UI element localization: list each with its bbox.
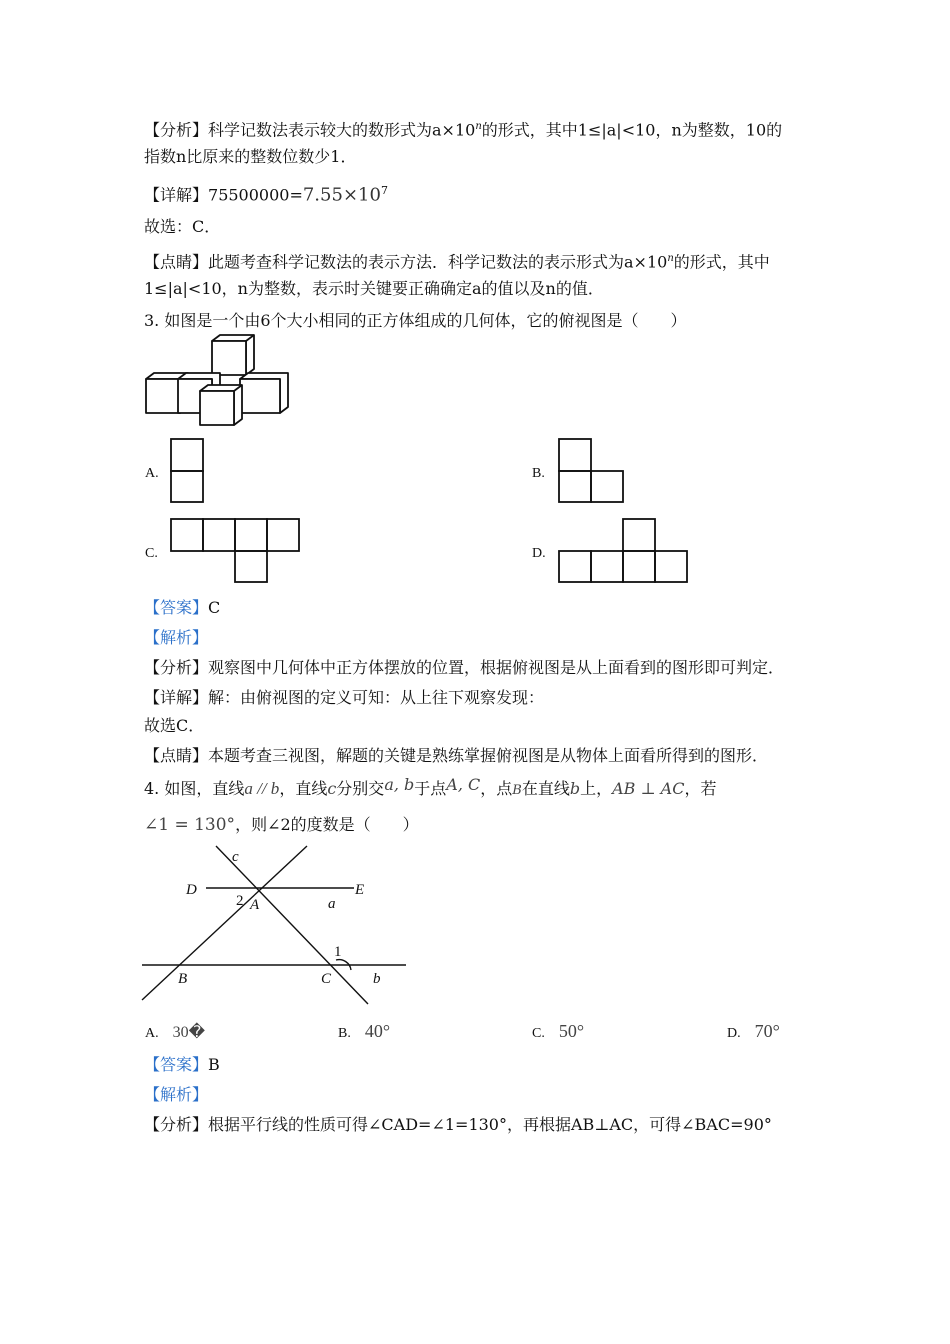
detail-value: 7.55×10 bbox=[302, 184, 381, 206]
q4-question-line2 bbox=[144, 815, 419, 835]
answer-value: C bbox=[208, 598, 221, 617]
q3-solid-figure bbox=[140, 335, 300, 430]
analysis-text: 观察图中几何体中正方体摆放的位置，根据俯视图是从上面看到的图形即可判定． bbox=[208, 658, 785, 677]
label-1: 1 bbox=[334, 944, 342, 960]
label-D: D bbox=[186, 882, 197, 898]
math-b-line: b bbox=[569, 779, 581, 798]
detail-exponent: 7 bbox=[380, 184, 388, 197]
math-c: c bbox=[327, 779, 337, 798]
option-value: 30� bbox=[172, 1024, 206, 1041]
math-angle1: ∠1 = 130° bbox=[144, 815, 236, 835]
option-value: 70° bbox=[754, 1021, 780, 1041]
q3-comment bbox=[144, 746, 768, 766]
math-parallel: a // b bbox=[244, 779, 280, 798]
q3-option-d-label[interactable]: D. bbox=[532, 546, 546, 561]
q2-detail-line bbox=[144, 181, 388, 205]
label-B: B bbox=[178, 971, 188, 987]
q3-explain-tag: 【解析】 bbox=[144, 628, 209, 647]
label-E: E bbox=[355, 882, 365, 898]
q3-choice: 故选C． bbox=[144, 716, 205, 735]
analysis-text: 科学记数法表示较大的数形式为a×10 bbox=[208, 120, 476, 140]
q3-option-a-figure[interactable] bbox=[170, 438, 206, 504]
exponent-n: n bbox=[475, 121, 482, 132]
q4-question-line1 bbox=[144, 775, 717, 801]
comment-text: 此题考查科学记数法的表示方法．科学记数法的表示形式为a×10 bbox=[208, 252, 668, 272]
math-ab: a, b bbox=[384, 775, 415, 794]
q3-analysis bbox=[144, 658, 784, 678]
q3-option-b-label[interactable]: B. bbox=[532, 466, 545, 481]
q4-text: 于点 bbox=[414, 779, 447, 798]
q4-option-d[interactable] bbox=[727, 1023, 780, 1042]
q2-comment-line2: 1≤|a|<10，n为整数，表示时关键要正确确定a的值以及n的值． bbox=[144, 279, 604, 298]
comment-text-cont: 的形式，其中 bbox=[673, 252, 770, 272]
option-label: A. bbox=[145, 1026, 159, 1041]
option-label: B. bbox=[338, 1026, 351, 1041]
q4-text: ，若 bbox=[684, 779, 717, 798]
comment-text: 本题考查三视图，解题的关键是熟练掌握俯视图是从物体上面看所得到的图形． bbox=[208, 746, 769, 765]
q3-option-d-figure[interactable] bbox=[558, 518, 690, 584]
label-A: A bbox=[250, 897, 260, 913]
q2-analysis-line2: 指数n比原来的整数位数少1． bbox=[144, 147, 357, 166]
q2-analysis-line1 bbox=[144, 117, 782, 140]
answer-tag: 【答案】 bbox=[144, 598, 209, 617]
analysis-tag: 【分析】 bbox=[144, 120, 209, 140]
option-value: 40° bbox=[364, 1021, 391, 1041]
q2-comment-line1 bbox=[144, 249, 770, 272]
q4-figure bbox=[140, 842, 412, 1004]
q4-option-c[interactable] bbox=[532, 1023, 584, 1042]
q3-question: 3. 如图是一个由6个大小相同的正方体组成的几何体，它的俯视图是（ ） bbox=[144, 311, 687, 330]
q4-text: 分别交 bbox=[336, 779, 385, 798]
option-label: D. bbox=[727, 1026, 741, 1041]
q3-detail bbox=[144, 688, 544, 708]
line-c-left-down bbox=[216, 846, 368, 1004]
detail-tag: 【详解】 bbox=[144, 688, 209, 707]
analysis-text-cont: 的形式，其中1≤|a|<10，n为整数，10的 bbox=[481, 120, 783, 140]
q4-text: 在直线 bbox=[521, 779, 570, 798]
q4-option-a[interactable] bbox=[145, 1025, 205, 1042]
q4-text: ，直线 bbox=[279, 779, 328, 798]
q4-answer bbox=[144, 1055, 220, 1075]
q3-option-a-label[interactable]: A. bbox=[145, 466, 159, 481]
comment-tag: 【点睛】 bbox=[144, 252, 209, 272]
q3-option-b-figure[interactable] bbox=[558, 438, 626, 504]
math-b-point: B bbox=[512, 783, 522, 798]
label-c: c bbox=[232, 849, 239, 865]
q4-text: 上， bbox=[580, 779, 613, 798]
q3-answer bbox=[144, 598, 220, 618]
q3-option-c-label[interactable]: C. bbox=[145, 546, 158, 561]
detail-text: 75500000= bbox=[208, 185, 303, 205]
label-2: 2 bbox=[236, 893, 244, 909]
comment-tag: 【点睛】 bbox=[144, 746, 209, 765]
exponent-n: n bbox=[667, 253, 674, 264]
option-label: C. bbox=[532, 1026, 545, 1041]
label-C: C bbox=[321, 971, 332, 987]
analysis-tag: 【分析】 bbox=[144, 658, 209, 677]
math-ac: A, C bbox=[446, 775, 481, 794]
q4-option-b[interactable] bbox=[338, 1023, 390, 1042]
q3-option-c-figure[interactable] bbox=[170, 518, 302, 584]
q4-analysis bbox=[144, 1115, 772, 1135]
answer-tag: 【答案】 bbox=[144, 1055, 209, 1074]
math-perp: AB ⊥ AC bbox=[612, 779, 685, 798]
analysis-text: 根据平行线的性质可得∠CAD=∠1=130°，再根据AB⊥AC，可得∠BAC=90° bbox=[208, 1115, 772, 1134]
analysis-tag: 【分析】 bbox=[144, 1115, 209, 1134]
q4-explain-tag: 【解析】 bbox=[144, 1085, 209, 1104]
label-a: a bbox=[328, 896, 336, 912]
line-ab bbox=[142, 846, 307, 1000]
option-value: 50° bbox=[558, 1021, 585, 1041]
detail-tag: 【详解】 bbox=[144, 185, 209, 205]
q4-text: ，则∠2的度数是（ ） bbox=[235, 815, 419, 834]
answer-value: B bbox=[208, 1055, 220, 1074]
detail-text: 解：由俯视图的定义可知：从上往下观察发现： bbox=[208, 688, 545, 707]
q2-choice: 故选：C． bbox=[144, 217, 221, 236]
label-b: b bbox=[373, 971, 381, 987]
q4-text: 4. 如图，直线 bbox=[144, 779, 245, 798]
q4-text: ，点 bbox=[480, 779, 513, 798]
